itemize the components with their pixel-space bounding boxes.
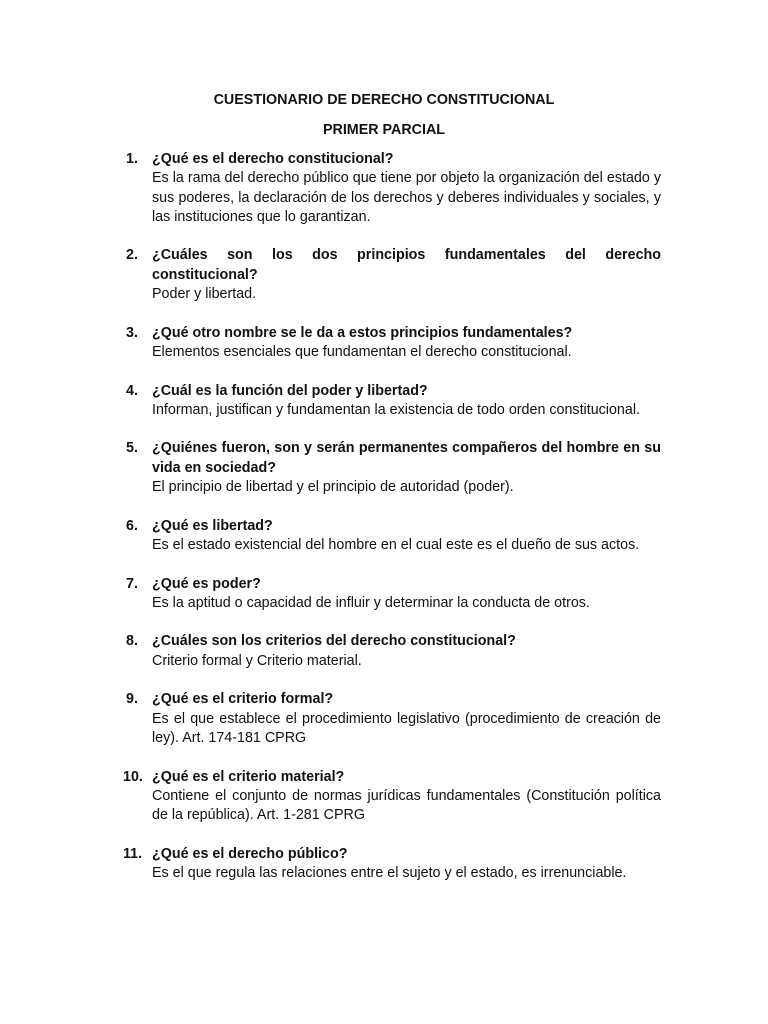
question-number: 8.: [126, 633, 138, 650]
answer-text: Elementos esenciales que fundamentan el derecho constitucional.: [152, 343, 572, 360]
question-number: 10.: [123, 768, 143, 785]
question-item-10: [123, 768, 661, 826]
question-item-3: [126, 324, 661, 363]
answer-text: Contiene el conjunto de normas jurídicas fundamentales (Constitución política de la república). Art. 1-281 CPRG: [152, 787, 661, 824]
answer-text: Informan, justifican y fundamentan la existencia de todo orden constitucional.: [152, 401, 640, 418]
answer-text: Es el estado existencial del hombre en el cual este es el dueño de sus actos.: [152, 536, 640, 553]
question-text: ¿Qué otro nombre se le da a estos principios fundamentales?: [152, 324, 573, 341]
question-item-6: [126, 517, 661, 556]
document-title: CUESTIONARIO DE DERECHO CONSTITUCIONAL: [213, 92, 555, 108]
question-list: [123, 150, 661, 903]
question-number: 5.: [126, 440, 138, 457]
question-text: ¿Qué es el derecho constitucional?: [152, 151, 394, 167]
document-subtitle: PRIMER PARCIAL: [322, 122, 446, 138]
question-text: ¿Quiénes fueron, son y serán permanentes compañeros del hombre en su vida en sociedad?: [152, 440, 661, 476]
answer-text: Es el que establece el procedimiento legislativo (procedimiento de creación de ley). Art. 174-181 CPRG: [152, 710, 661, 746]
question-number: 6.: [126, 517, 138, 534]
question-number: 7.: [126, 575, 138, 592]
question-item-2: [126, 246, 661, 304]
answer-text: Es la rama del derecho público que tiene por objeto la organización del estado y sus poderes, la declaración de los derechos y deberes individuales y sociales, y las instituciones que lo garantizan.: [152, 170, 661, 225]
question-item-4: [126, 382, 661, 421]
question-number: 11.: [123, 845, 143, 862]
question-number: 4.: [126, 382, 138, 399]
question-item-1: [126, 150, 661, 227]
question-text: ¿Qué es el derecho público?: [152, 845, 348, 862]
question-text: ¿Qué es poder?: [152, 575, 261, 592]
answer-text: Es la aptitud o capacidad de influir y determinar la conducta de otros.: [152, 594, 590, 611]
question-text: ¿Cuáles son los criterios del derecho constitucional?: [152, 633, 516, 650]
question-item-11: [123, 845, 661, 884]
question-text: ¿Qué es libertad?: [152, 517, 273, 534]
question-number: 1.: [126, 151, 138, 167]
question-number: 2.: [126, 247, 138, 264]
question-text: ¿Cuáles son los dos principios fundamentales del derecho constitucional?: [152, 247, 661, 283]
question-item-7: [126, 575, 661, 614]
answer-text: Poder y libertad.: [152, 286, 257, 303]
question-number: 3.: [126, 324, 138, 341]
question-item-5: [126, 439, 661, 497]
question-item-8: [126, 632, 661, 671]
question-number: 9.: [126, 691, 138, 708]
question-text: ¿Qué es el criterio formal?: [152, 691, 334, 708]
answer-text: El principio de libertad y el principio de autoridad (poder).: [152, 479, 514, 496]
answer-text: Criterio formal y Criterio material.: [152, 652, 362, 669]
question-text: ¿Cuál es la función del poder y libertad?: [152, 382, 428, 399]
question-item-9: [126, 690, 661, 748]
answer-text: Es el que regula las relaciones entre el sujeto y el estado, es irrenunciable.: [152, 864, 627, 881]
question-text: ¿Qué es el criterio material?: [152, 768, 345, 785]
